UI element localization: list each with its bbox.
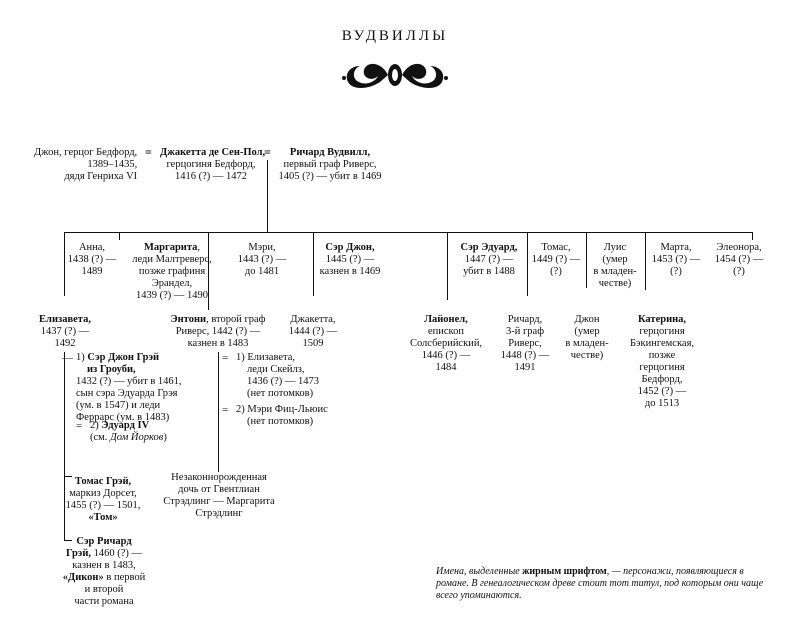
connector-line (119, 232, 120, 240)
connector-line (64, 232, 65, 296)
person-margaret: Маргарита, леди Малтреверс, позже графиня Эрандел, 1439 (?) — 1490 (132, 242, 212, 301)
marriage-mary-fitzlewis: 2) Мэри Фиц-Льюис (нет потомков) (236, 404, 328, 427)
decorative-ornament-icon (340, 56, 450, 94)
marriage-sign: = (76, 420, 83, 432)
page-title: ВУДВИЛЛЫ (341, 28, 449, 44)
marriage-edward-iv: 2) Эдуард IV (см. Дом Йорков) (90, 420, 167, 443)
person-anthony: Энтони, второй граф Риверс, 1442 (?) — казнен в 1483 (170, 314, 266, 349)
marriage-sign: = (222, 352, 229, 364)
person-sir-edward: Сэр Эдуард, 1447 (?) — убит в 1488 (460, 242, 518, 277)
person-richard-woodville: Ричард Вудвилл, первый граф Риверс, 1405 (?) — убит в 1469 (278, 147, 382, 182)
person-jacquetta: Джакетта де Сен-Пол, герцогиня Бедфорд, 1416 (?) — 1472 (160, 147, 266, 182)
person-martha: Марта, 1453 (?) — (?) (651, 242, 701, 277)
person-mary: Мэри, 1443 (?) — до 1481 (237, 242, 287, 277)
person-lionel: Лайонел, епископ Солсберийский, 1446 (?) — 1484 (409, 314, 483, 373)
person-sir-john: Сэр Джон, 1445 (?) — казнен в 1469 (319, 242, 381, 277)
person-katherine: Катерина, герцогиня Бэкингемская, позже герцогиня Бедфорд, 1452 (?) — до 1513 (629, 314, 695, 409)
person-thomas: Томас, 1449 (?) — (?) (531, 242, 581, 277)
connector-line (586, 232, 587, 288)
connector-line (752, 232, 753, 240)
person-louis: Луис (умер в младен- честве) (593, 242, 637, 289)
marriage-sign: — (62, 352, 73, 364)
marriage-sign: = (264, 145, 271, 159)
marriage-elizabeth-scales: 1) Елизавета, леди Скейлз, 1436 (?) — 1473 (нет потомков) (236, 352, 320, 399)
person-richard-3rd-earl: Ричард, 3-й граф Риверс, 1448 (?) — 1491 (500, 314, 550, 373)
connector-line (218, 352, 219, 472)
marriage-john-grey: 1) Сэр Джон Грэй из Гроуби, 1432 (?) — убит в 1461, сын сэра Эдуарда Грэя (ум. в 1547) и леди Феррарс (ум. в 1483) (76, 352, 182, 423)
person-john-infant: Джон (умер в младен- честве) (565, 314, 609, 361)
connector-line (267, 160, 268, 232)
marriage-sign: = (145, 145, 152, 159)
person-eleanor: Элеонора, 1454 (?) — (?) (714, 242, 764, 277)
person-thomas-grey: Томас Грэй, маркиз Дорсет, 1455 (?) — 1501, «Том» (65, 476, 141, 523)
person-illegitimate-daughter: Незаконнорожденная дочь от Гвентлиан Стрэдлинг — Маргарита Стрэдлинг (163, 472, 275, 519)
person-anna: Анна, 1438 (?) — 1489 (67, 242, 117, 277)
connector-line (64, 232, 752, 233)
legend-note: Имена, выделенные жирным шрифтом, — персонажи, появляющиеся в романе. В генеалогическом древе стоит тот титул, под которым они чаще всего упоминаются. (436, 566, 764, 601)
person-richard-grey: Сэр Ричард Грэй, 1460 (?) — казнен в 1483, «Дикон» в первой и второй части романа (62, 536, 146, 607)
person-jacquetta-daughter: Джакетта, 1444 (?) — 1509 (288, 314, 338, 349)
marriage-sign: = (222, 404, 229, 416)
person-john-bedford: Джон, герцог Бедфорд, 1389–1435, дядя Генриха VI (34, 147, 138, 182)
person-elizabeth: Елизавета, 1437 (?) — 1492 (39, 314, 91, 349)
